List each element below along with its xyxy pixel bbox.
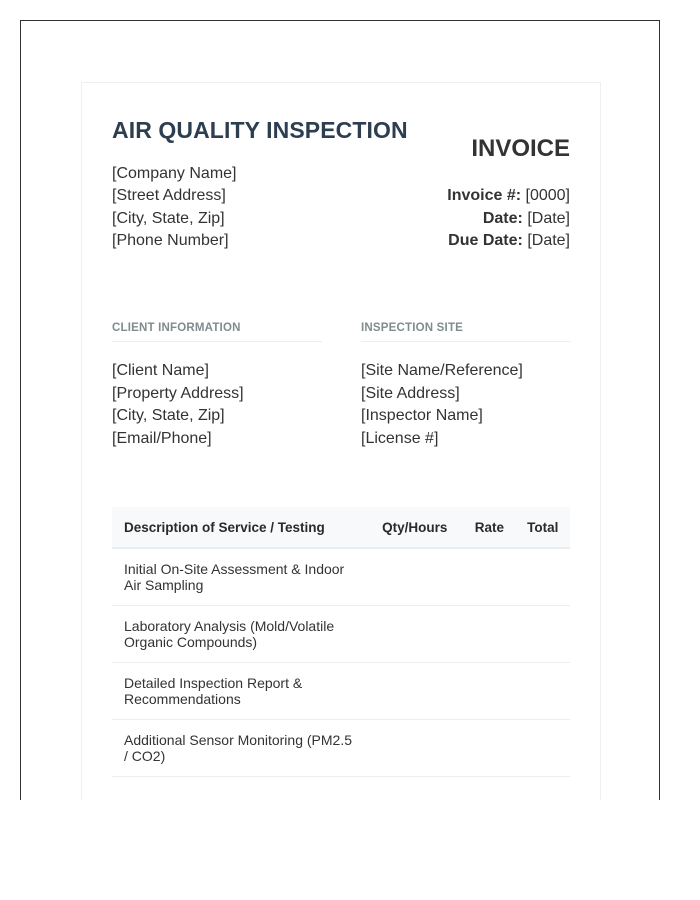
row-description: Laboratory Analysis (Mold/Volatile Organic Compounds) (112, 606, 366, 663)
client-information-lines (112, 360, 322, 450)
company-city: [City, State, Zip] (112, 209, 225, 227)
row-total (515, 720, 570, 777)
site-address: [Site Address] (361, 384, 460, 402)
table-header-row (112, 507, 570, 548)
header-qty-hours: Qty/Hours (366, 507, 463, 548)
client-information-section (112, 322, 322, 450)
table-row (112, 548, 570, 606)
company-address-block (112, 163, 237, 252)
inspection-site-heading: INSPECTION SITE (361, 322, 571, 342)
company-phone: [Phone Number] (112, 231, 229, 249)
row-rate (463, 606, 515, 663)
invoice-due-date-value: [Date] (527, 232, 570, 249)
invoice-due-date-label: Due Date: (448, 232, 523, 249)
client-property-address: [Property Address] (112, 384, 244, 402)
row-qty (366, 663, 463, 720)
row-rate (463, 720, 515, 777)
invoice-page (81, 82, 601, 800)
company-title: AIR QUALITY INSPECTION (112, 117, 408, 143)
header-total: Total (515, 507, 570, 548)
table-row (112, 720, 570, 777)
document-frame (20, 20, 660, 800)
invoice-title: INVOICE (471, 135, 570, 162)
row-qty (366, 548, 463, 606)
row-rate (463, 663, 515, 720)
row-qty (366, 606, 463, 663)
license-number: [License #] (361, 429, 439, 447)
row-total (515, 663, 570, 720)
company-name: [Company Name] (112, 165, 237, 182)
invoice-meta (447, 185, 570, 253)
row-qty (366, 720, 463, 777)
company-street: [Street Address] (112, 187, 226, 205)
row-total (515, 606, 570, 663)
row-total (515, 548, 570, 606)
invoice-due-date-row (447, 230, 570, 253)
inspection-site-lines (361, 360, 571, 450)
client-information-heading: CLIENT INFORMATION (112, 322, 322, 342)
row-rate (463, 548, 515, 606)
row-description: Additional Sensor Monitoring (PM2.5 / CO2) (112, 720, 366, 777)
header-description: Description of Service / Testing (112, 507, 366, 548)
client-email-phone: [Email/Phone] (112, 429, 212, 447)
inspector-name: [Inspector Name] (361, 407, 483, 424)
invoice-number-value: [0000] (525, 187, 570, 204)
invoice-number-label: Invoice #: (447, 187, 522, 204)
row-description: Detailed Inspection Report & Recommendations (112, 663, 366, 720)
inspection-site-section (361, 322, 571, 450)
client-name: [Client Name] (112, 362, 209, 379)
invoice-date-row (447, 208, 570, 231)
site-name: [Site Name/Reference] (361, 362, 523, 379)
row-description: Initial On-Site Assessment & Indoor Air Sampling (112, 548, 366, 606)
services-table (112, 507, 570, 777)
table-row (112, 606, 570, 663)
invoice-date-label: Date: (482, 209, 523, 227)
header-rate: Rate (463, 507, 515, 548)
table-row (112, 663, 570, 720)
invoice-date-value: [Date] (527, 209, 570, 227)
invoice-number-row (447, 185, 570, 208)
client-city: [City, State, Zip] (112, 407, 225, 424)
